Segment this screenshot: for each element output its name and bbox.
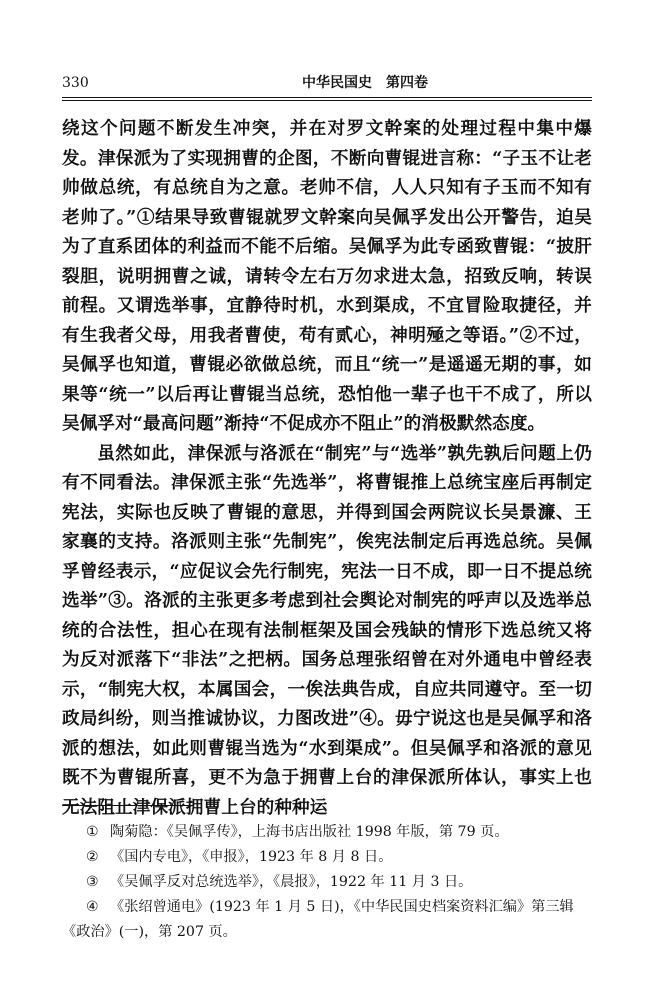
footnote-marker: ① xyxy=(86,824,99,840)
body-text xyxy=(62,114,592,822)
footnote-item xyxy=(62,895,592,945)
footnotes xyxy=(62,820,592,945)
running-title: 中华民国史 第四卷 xyxy=(302,75,428,91)
footnote-text: 《张绍曾通电》(1923 年 1 月 5 日)，《中华民国史档案资料汇编》第三辑《政治》(一)，第 207 页。 xyxy=(62,899,574,940)
page-number: 330 xyxy=(62,75,89,91)
footnote-text: 《吴佩孚反对总统选举》，《晨报》，1922 年 11 月 3 日。 xyxy=(110,874,473,890)
running-header xyxy=(62,72,592,94)
footnote-text: 陶菊隐：《吴佩孚传》，上海书店出版社 1998 年版，第 79 页。 xyxy=(110,824,509,840)
footnote-marker: ③ xyxy=(86,874,99,890)
footnote-text: 《国内专电》，《申报》，1923 年 8 月 8 日。 xyxy=(110,849,393,865)
header-rule-thin xyxy=(62,100,592,101)
footnote-rule xyxy=(62,805,194,806)
paragraph-continued: 绕这个问题不断发生冲突，并在对罗文幹案的处理过程中集中爆发。津保派为了实现拥曹的企图，不断向曹锟进言称：“子玉不让老帅做总统，有总统自为之意。老帅不信，人人只知有子玉而不知有老帅了。”①结果导致曹锟就罗文幹案向吴佩孚发出公开警告，迫吴为了直系团体的利益而不能不后缩。吴佩孚为此专函致曹锟：“披肝裂胆，说明拥曹之诚，请转令左右万勿求进太急，招致反响，转误前程。又谓选举事，宜静待时机，水到渠成，不宜冒险取捷径，并有生我者父母，用我者曹使，苟有贰心，神明殛之等语。”②不过，吴佩孚也知道，曹锟必欲做总统，而且“统一”是遥遥无期的事，如果等“统一”以后再让曹锟当总统，恐怕他一辈子也干不成了，所以吴佩孚对“最高问题”渐持“不促成亦不阻止”的消极默然态度。 xyxy=(62,118,592,434)
header-rule xyxy=(62,97,592,98)
footnote-item xyxy=(62,845,592,870)
footnote-item xyxy=(62,820,592,845)
footnote-marker: ② xyxy=(86,849,99,865)
footnote-item xyxy=(62,870,592,895)
footnote-marker: ④ xyxy=(86,899,99,915)
paragraph: 虽然如此，津保派与洛派在“制宪”与“选举”孰先孰后问题上仍有不同看法。津保派主张“先选举”，将曹锟推上总统宝座后再制定宪法，实际也反映了曹锟的意思，并得到国会两院议长吴景濂、王家襄的支持。洛派则主张“先制宪”，俟宪法制定后再选总统。吴佩孚曾经表示，“应促议会先行制宪，宪法一日不成，即一日不提总统选举”③。洛派的主张更多考虑到社会舆论对制宪的呼声以及选举总统的合法性，担心在现有法制框架及国会残缺的情形下选总统又将为反对派落下“非法”之把柄。国务总理张绍曾在对外通电中曾经表示，“制宪大权，本属国会，一俟法典告成，自应共同遵守。至一切政局纠纷，则当推诚协议，力图改进”④。毋宁说这也是吴佩孚和洛派的想法，如此则曹锟当选为“水到渠成”。但吴佩孚和洛派的意见既不为曹锟所喜，更不为急于拥曹上台的津保派所体认，事实上也无法阻止津保派拥曹上台的种种运 xyxy=(62,442,592,818)
